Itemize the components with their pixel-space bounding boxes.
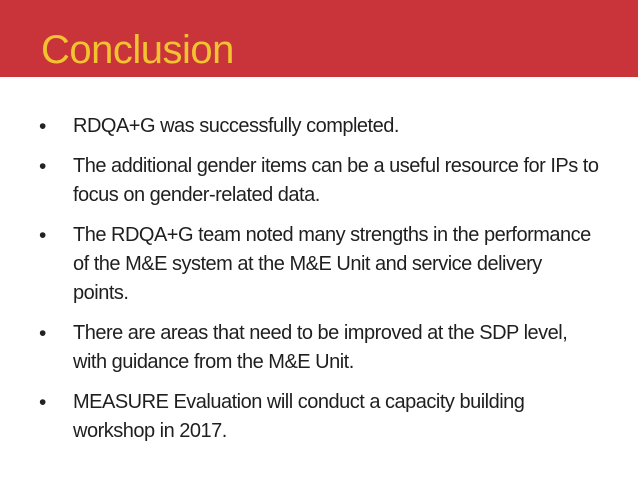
bullet-item <box>39 152 599 210</box>
bullet-marker: • <box>39 322 47 345</box>
slide-title: Conclusion <box>41 28 234 72</box>
bullet-marker: • <box>39 155 47 178</box>
bullet-list <box>39 112 599 457</box>
bullet-text: MEASURE Evaluation will conduct a capacity building workshop in 2017. <box>73 391 525 442</box>
bullet-text: RDQA+G was successfully completed. <box>73 115 399 137</box>
bullet-marker: • <box>39 224 47 247</box>
bullet-marker: • <box>39 115 47 138</box>
bullet-item <box>39 112 599 141</box>
bullet-item <box>39 388 599 446</box>
bullet-item <box>39 221 599 308</box>
bullet-text: The RDQA+G team noted many strengths in the performance of the M&E system at the M&E Unit and service delivery points. <box>73 224 591 304</box>
bullet-item <box>39 319 599 377</box>
bullet-text: The additional gender items can be a useful resource for IPs to focus on gender-related data. <box>73 155 599 206</box>
bullet-text: There are areas that need to be improved at the SDP level, with guidance from the M&E Unit. <box>73 322 568 373</box>
bullet-marker: • <box>39 391 47 414</box>
